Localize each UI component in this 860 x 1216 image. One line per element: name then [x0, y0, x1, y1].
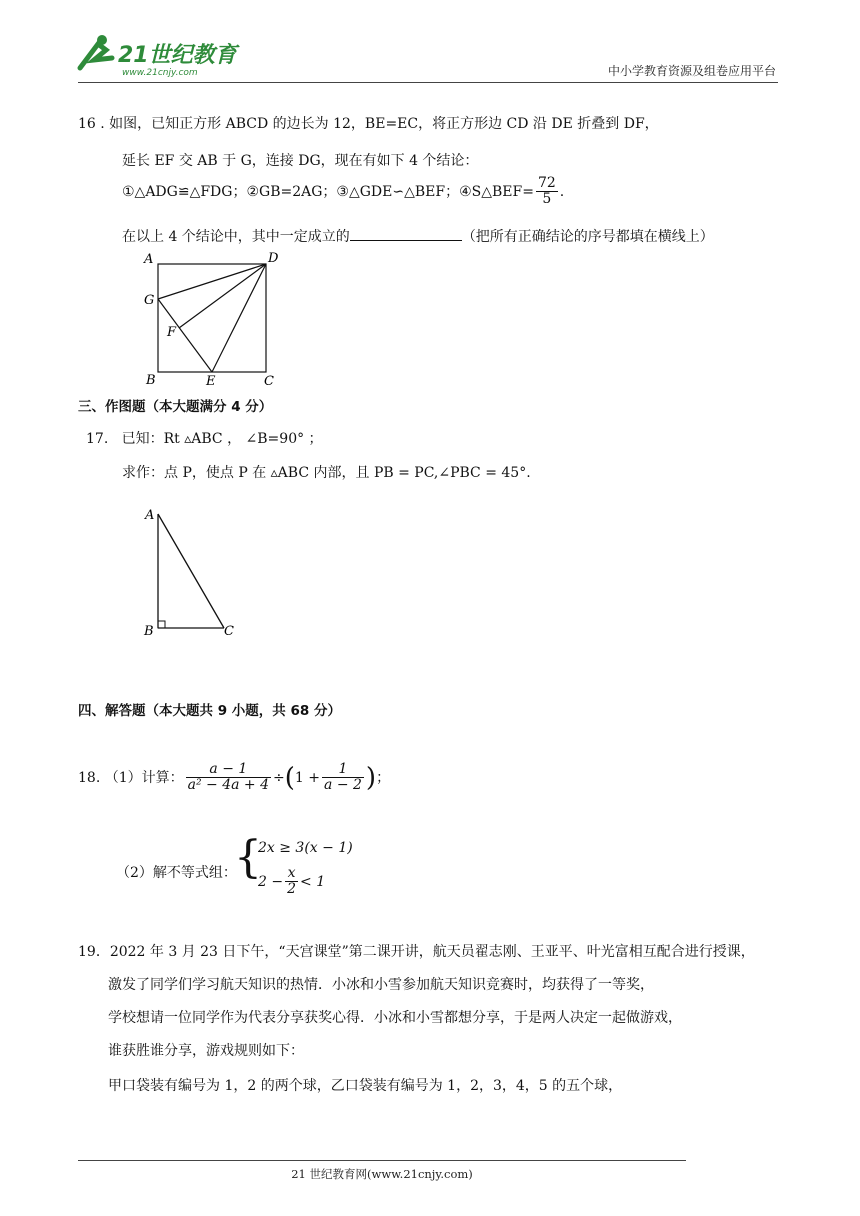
q16-line3: ①△ADG≌△FDG；②GB=2AG；③△GDE∽△BEF；④S△BEF= $\frac{72}{5}$ .: [122, 175, 565, 208]
q18-part1: 18. （1）计算： $\frac{a - 1}{\text{a² − 4a + 4}}$ ÷(1 + $\frac{1}{a - 2}$ )；: [78, 761, 391, 794]
system-brace: {: [234, 832, 262, 883]
section-4-title: 四、解答题（本大题共 9 小题，共 68 分）: [78, 703, 341, 719]
q18-part2-label: （2）解不等式组：: [116, 865, 237, 881]
svg-text:www.21cnjy.com: www.21cnjy.com: [122, 68, 198, 78]
svg-text:G: G: [144, 293, 155, 308]
answer-blank: [350, 226, 462, 241]
runner-icon: [80, 44, 112, 68]
section-3-title: 三、作图题（本大题满分 4 分）: [78, 399, 273, 415]
logo: [72, 30, 252, 80]
q17-line1: 17. 已知：Rt ▵ABC ， ∠B=90° ；: [86, 431, 323, 447]
q17-line2: 求作：点 P，使点 P 在 ▵ABC 内部，且 PB = PC,∠PBC = 45°.: [122, 465, 531, 481]
header-divider: [78, 82, 778, 83]
svg-text:E: E: [206, 374, 216, 388]
q19-line3: 学校想请一位同学作为代表分享获奖心得．小冰和小雪都想分享，于是两人决定一起做游戏，: [108, 1010, 682, 1026]
platform-name: 中小学教育资源及组卷应用平台: [607, 64, 776, 78]
q18-fraction1: $\frac{a - 1}{\text{a² − 4a + 4}}$: [187, 761, 270, 794]
q16-line2: 延长 EF 交 AB 于 G，连接 DG，现在有如下 4 个结论：: [122, 153, 479, 169]
inequality-2: 2 − $\frac{x}{2}$ < 1: [258, 865, 326, 898]
q17-figure: [140, 502, 250, 642]
svg-text:C: C: [224, 624, 234, 639]
svg-text:D: D: [268, 251, 279, 266]
q16-figure: [140, 248, 290, 388]
svg-text:F: F: [167, 325, 177, 340]
q19-line2: 激发了同学们学习航天知识的热情．小冰和小雪参加航天知识竞赛时，均获得了一等奖，: [108, 977, 654, 993]
inequality-1: 2x ≥ 3(x − 1): [258, 840, 353, 856]
svg-text:B: B: [144, 624, 154, 639]
svg-text:A: A: [145, 508, 155, 523]
svg-text:21世纪教育: 21世纪教育: [118, 43, 237, 68]
q19-line1: 19．2022 年 3 月 23 日下午，“天宫课堂”第二课开讲，航天员翟志刚、王亚平、叶光富相互配合进行授课，: [78, 944, 755, 960]
svg-text:C: C: [264, 374, 274, 388]
svg-text:B: B: [146, 373, 156, 388]
footer-divider: [78, 1160, 686, 1161]
q19-line4: 谁获胜谁分享，游戏规则如下：: [108, 1043, 304, 1059]
q16-line4: 在以上 4 个结论中，其中一定成立的 （把所有正确结论的序号都填在横线上）: [122, 226, 714, 246]
q16-line1: 16 . 如图，已知正方形 ABCD 的边长为 12，BE=EC，将正方形边 CD 沿 DE 折叠到 DF，: [78, 116, 659, 132]
q18-fraction2: $\frac{1}{a - 2}$: [324, 761, 362, 794]
q16-fraction: $\frac{72}{5}$: [537, 175, 556, 208]
inequality-2-fraction: $\frac{x}{2}$: [287, 865, 297, 898]
footer-text: 21 世纪教育网(www.21cnjy.com): [291, 1167, 473, 1181]
q19-line5: 甲口袋装有编号为 1，2 的两个球，乙口袋装有编号为 1，2，3，4，5 的五个球，: [108, 1078, 623, 1094]
svg-text:A: A: [144, 252, 154, 267]
